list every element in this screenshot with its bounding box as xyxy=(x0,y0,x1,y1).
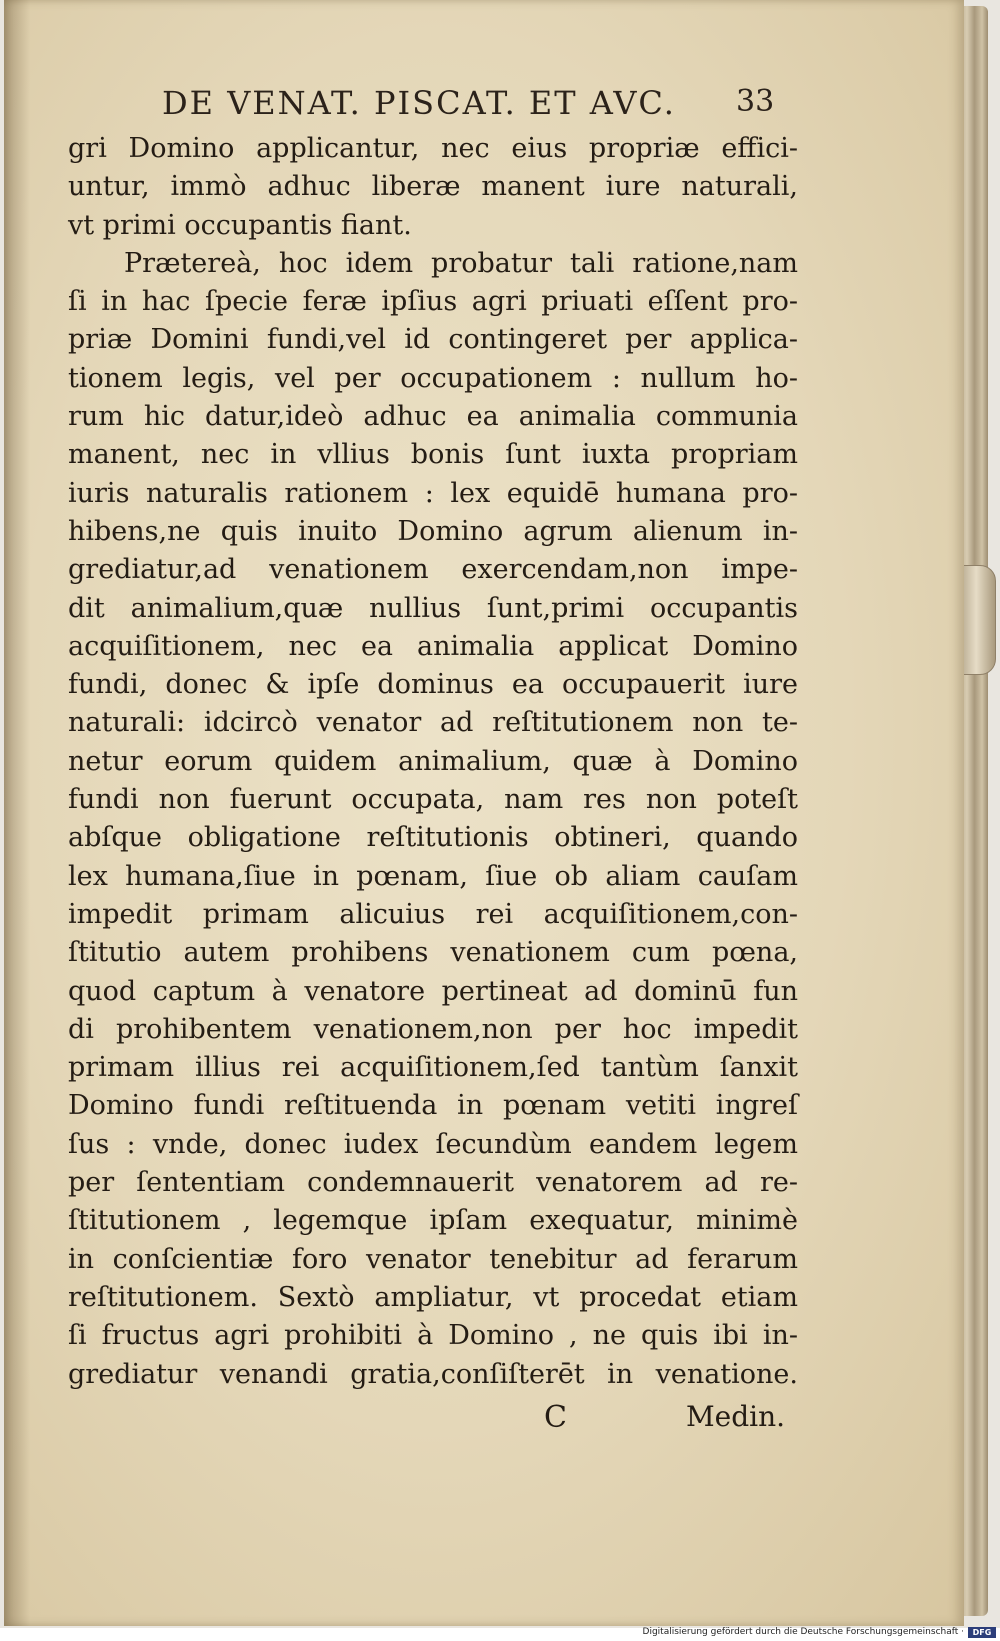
text-line: impedit primam alicuius rei acquiſitionem,con- xyxy=(68,898,798,930)
page-number: 33 xyxy=(736,84,775,119)
text-line: fundi non fuerunt occupata, nam res non poteſt xyxy=(68,784,798,816)
gutter-shadow xyxy=(4,0,30,1626)
bookmark-tab xyxy=(960,565,996,675)
running-title: DE VENAT. PISCAT. ET AVC. xyxy=(162,84,676,122)
body-text xyxy=(68,130,798,1394)
text-line: ſtitutio autem prohibens venationem cum pœna, xyxy=(68,937,798,969)
signature-mark: C xyxy=(544,1400,567,1435)
text-line: vt primi occupantis fiant. xyxy=(68,209,412,241)
text-line: ſus : vnde, donec iudex ſecundùm eandem legem xyxy=(68,1128,798,1160)
text-line: ſtitutionem , legemque ipſam exequatur, minimè xyxy=(68,1205,798,1237)
text-line: fundi, donec & ipſe dominus ea occupauerit iure xyxy=(68,669,798,701)
text-line: hibens,ne quis inuito Domino agrum alienum in- xyxy=(68,515,798,547)
funding-credit: Digitalisierung gefördert durch die Deutsche Forschungsgemeinschaft · xyxy=(642,1627,964,1637)
text-line: ſi fructus agri prohibiti à Domino , ne quis ibi in- xyxy=(68,1320,798,1352)
text-line: grediatur venandi gratia,conſiſterēt in venatione. xyxy=(68,1358,798,1390)
text-line: iuris naturalis rationem : lex equidē humana pro- xyxy=(68,477,798,509)
text-line: quod captum à venatore pertineat ad dominū fun xyxy=(68,975,798,1007)
text-line: di prohibentem venationem,non per hoc impedit xyxy=(68,1013,798,1045)
text-line: untur, immò adhuc liberæ manent iure naturali, xyxy=(68,171,798,203)
text-line: abſque obligatione reſtitutionis obtineri, quando xyxy=(68,822,798,854)
text-line: manent, nec in vllius bonis ſunt iuxta propriam xyxy=(68,439,798,471)
text-line: Prætereà, hoc idem probatur tali ratione,nam xyxy=(124,247,798,279)
text-line: Domino fundi reſtituenda in pœnam vetiti ingreſ xyxy=(68,1090,798,1122)
dfg-logo: DFG xyxy=(968,1627,996,1638)
text-line: naturali: idcircò venator ad reſtitutionem non te- xyxy=(68,707,798,739)
catchword: Medin. xyxy=(686,1400,786,1433)
text-line: reſtitutionem. Sextò ampliatur, vt procedat etiam xyxy=(68,1281,798,1313)
book-page xyxy=(4,0,964,1626)
text-line: per ſententiam condemnauerit venatorem ad re- xyxy=(68,1167,798,1199)
text-line: rum hic datur,ideò adhuc ea animalia communia xyxy=(68,401,798,433)
text-line: primam illius rei acquiſitionem,ſed tantùm ſanxit xyxy=(68,1052,798,1084)
text-line: lex humana,ſiue in pœnam, ſiue ob aliam cauſam xyxy=(68,860,798,892)
text-line: gri Domino applicantur, nec eius propriæ effici- xyxy=(68,133,798,164)
text-line: in conſcientiæ foro venator tenebitur ad ferarum xyxy=(68,1243,798,1275)
text-line: grediatur,ad venationem exercendam,non impe- xyxy=(68,554,798,586)
text-line: netur eorum quidem animalium, quæ à Domino xyxy=(68,745,798,777)
text-line: ſi in hac ſpecie feræ ipſius agri priuati eſſent pro- xyxy=(68,286,798,318)
text-line: priæ Domini fundi,vel id contingeret per applica- xyxy=(68,324,798,356)
text-line: dit animalium,quæ nullius ſunt,primi occupantis xyxy=(68,592,798,624)
text-line: tionem legis, vel per occupationem : nullum ho- xyxy=(68,362,798,394)
text-line: acquiſitionem, nec ea animalia applicat Domino xyxy=(68,630,798,662)
